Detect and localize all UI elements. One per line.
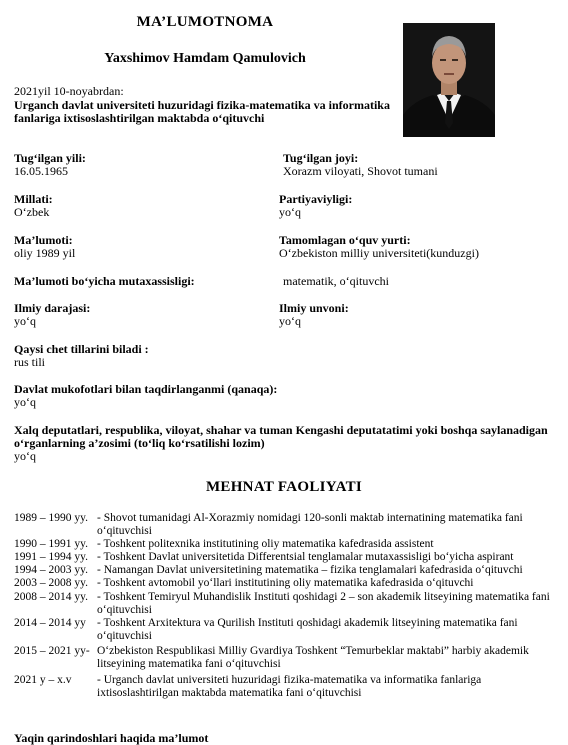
graduated-value: O‘zbekiston milliy universiteti(kunduzgi) xyxy=(279,246,479,260)
rank-value: yo‘q xyxy=(279,314,301,328)
work-item xyxy=(14,538,560,551)
education-value: oliy 1989 yil xyxy=(14,246,76,260)
deputy-label: Xalq deputatlari, respublika, viloyat, shahar va tuman Kengashi deputatatimi yoki boshqa saylanadigan o‘rganlarning a’zosimi (to‘liq ko‘rsatilishi lozim) xyxy=(14,423,548,450)
rank xyxy=(279,302,349,328)
work-period: 2021 y – x.v xyxy=(14,674,72,686)
awards xyxy=(14,383,277,409)
birth-place xyxy=(283,152,438,178)
specialty-label-wrap xyxy=(14,275,195,288)
work-item xyxy=(14,674,560,700)
work-period: 2015 – 2021 yy- xyxy=(14,645,90,657)
birth-year-value: 16.05.1965 xyxy=(14,164,68,178)
work-section-title: MEHNAT FAOLIYATI xyxy=(205,479,363,495)
party-label: Partiyaviyligi: xyxy=(279,192,353,206)
education-label: Ma’lumoti: xyxy=(14,233,73,247)
specialty-label: Ma’lumoti bo‘yicha mutaxassisligi: xyxy=(14,274,195,288)
languages-label: Qaysi chet tillarini biladi : xyxy=(14,342,149,356)
nationality-label: Millati: xyxy=(14,192,53,206)
work-period: 1989 – 1990 yy. xyxy=(14,512,89,524)
party xyxy=(279,193,352,219)
work-period: 2014 – 2014 yy xyxy=(14,617,86,629)
work-text: O‘zbekiston Respublikasi Milliy Gvardiya Toshkent “Temurbeklar maktabi” harbiy akademik litseyining matematika fani o‘qituvchisi xyxy=(97,645,529,670)
relatives-heading: Yaqin qarindoshlari haqida ma’lumot xyxy=(14,731,209,745)
work-text: - Toshkent avtomobil yo‘llari institutining oliy matematika kafedrasida o‘qituvchi xyxy=(97,577,474,589)
portrait-image xyxy=(403,23,495,137)
degree-value: yo‘q xyxy=(14,314,36,328)
party-value: yo‘q xyxy=(279,205,301,219)
work-text: - Toshkent Davlat universitetida Differentsial tenglamalar mutaxassisligi bo‘yicha aspirant xyxy=(97,551,514,563)
work-period: 2003 – 2008 yy. xyxy=(14,577,89,589)
work-text: - Toshkent politexnika institutining oliy matematika kafedrasida assistent xyxy=(97,538,434,550)
work-period: 1991 – 1994 yy. xyxy=(14,551,89,563)
work-text: - Namangan Davlat universitetining matematika – fizika tenglamalari kafedrasida o‘qituvchi xyxy=(97,564,523,576)
languages-value: rus tili xyxy=(14,355,46,369)
portrait-photo xyxy=(403,23,495,137)
work-text: - Toshkent Arxitektura va Qurilish Instituti qoshidagi akademik litseyining matematika fani o‘qituvchisi xyxy=(97,617,518,642)
languages xyxy=(14,343,149,369)
birth-place-label: Tug‘ilgan joyi: xyxy=(283,151,359,165)
work-text: - Toshkent Temiryul Muhandislik Instituti qoshidagi 2 – son akademik litseyining matematika fani o‘qituvchisi xyxy=(97,591,550,616)
document-title: MA’LUMOTNOMA xyxy=(136,14,274,30)
work-period: 1994 – 2003 yy. xyxy=(14,564,89,576)
awards-value: yo‘q xyxy=(14,395,36,409)
work-period: 2008 – 2014 yy. xyxy=(14,591,89,603)
graduated-label: Tamomlagan o‘quv yurti: xyxy=(279,233,411,247)
awards-label: Davlat mukofotlari bilan taqdirlanganmi (qanaqa): xyxy=(14,382,278,396)
work-item xyxy=(14,577,560,590)
birth-year xyxy=(14,152,86,178)
current-position: Urganch davlat universiteti huzuridagi fizika-matematika va informatika fanlariga ixtisoslashtirilgan maktabda o‘qituvchi xyxy=(14,98,390,125)
date-line: 2021yil 10-noyabrdan: xyxy=(14,84,124,98)
work-text: - Urganch davlat universiteti huzuridagi fizika-matematika va informatika fanlariga ixtisoslashtirilgan maktabda matematika fani o‘qituvchisi xyxy=(97,674,482,699)
degree xyxy=(14,302,90,328)
work-item xyxy=(14,564,560,577)
deputy xyxy=(14,424,560,463)
work-item xyxy=(14,512,560,538)
work-item xyxy=(14,645,560,671)
nationality xyxy=(14,193,53,219)
graduated xyxy=(279,234,479,260)
work-item xyxy=(14,617,560,643)
work-item xyxy=(14,591,560,617)
rank-label: Ilmiy unvoni: xyxy=(279,301,349,315)
person-name: Yaxshimov Hamdam Qamulovich xyxy=(104,51,306,66)
work-text: - Shovot tumanidagi Al-Xorazmiy nomidagi 120-sonli maktab internatining matematika fani o‘qituvchisi xyxy=(97,512,523,537)
nationality-value: O‘zbek xyxy=(14,205,50,219)
birth-place-value: Xorazm viloyati, Shovot tumani xyxy=(283,164,438,178)
work-item xyxy=(14,551,560,564)
deputy-value: yo‘q xyxy=(14,449,36,463)
birth-year-label: Tug‘ilgan yili: xyxy=(14,151,86,165)
education xyxy=(14,234,75,260)
specialty-value: matematik, o‘qituvchi xyxy=(283,274,389,288)
work-period: 1990 – 1991 yy. xyxy=(14,538,89,550)
degree-label: Ilmiy darajasi: xyxy=(14,301,91,315)
